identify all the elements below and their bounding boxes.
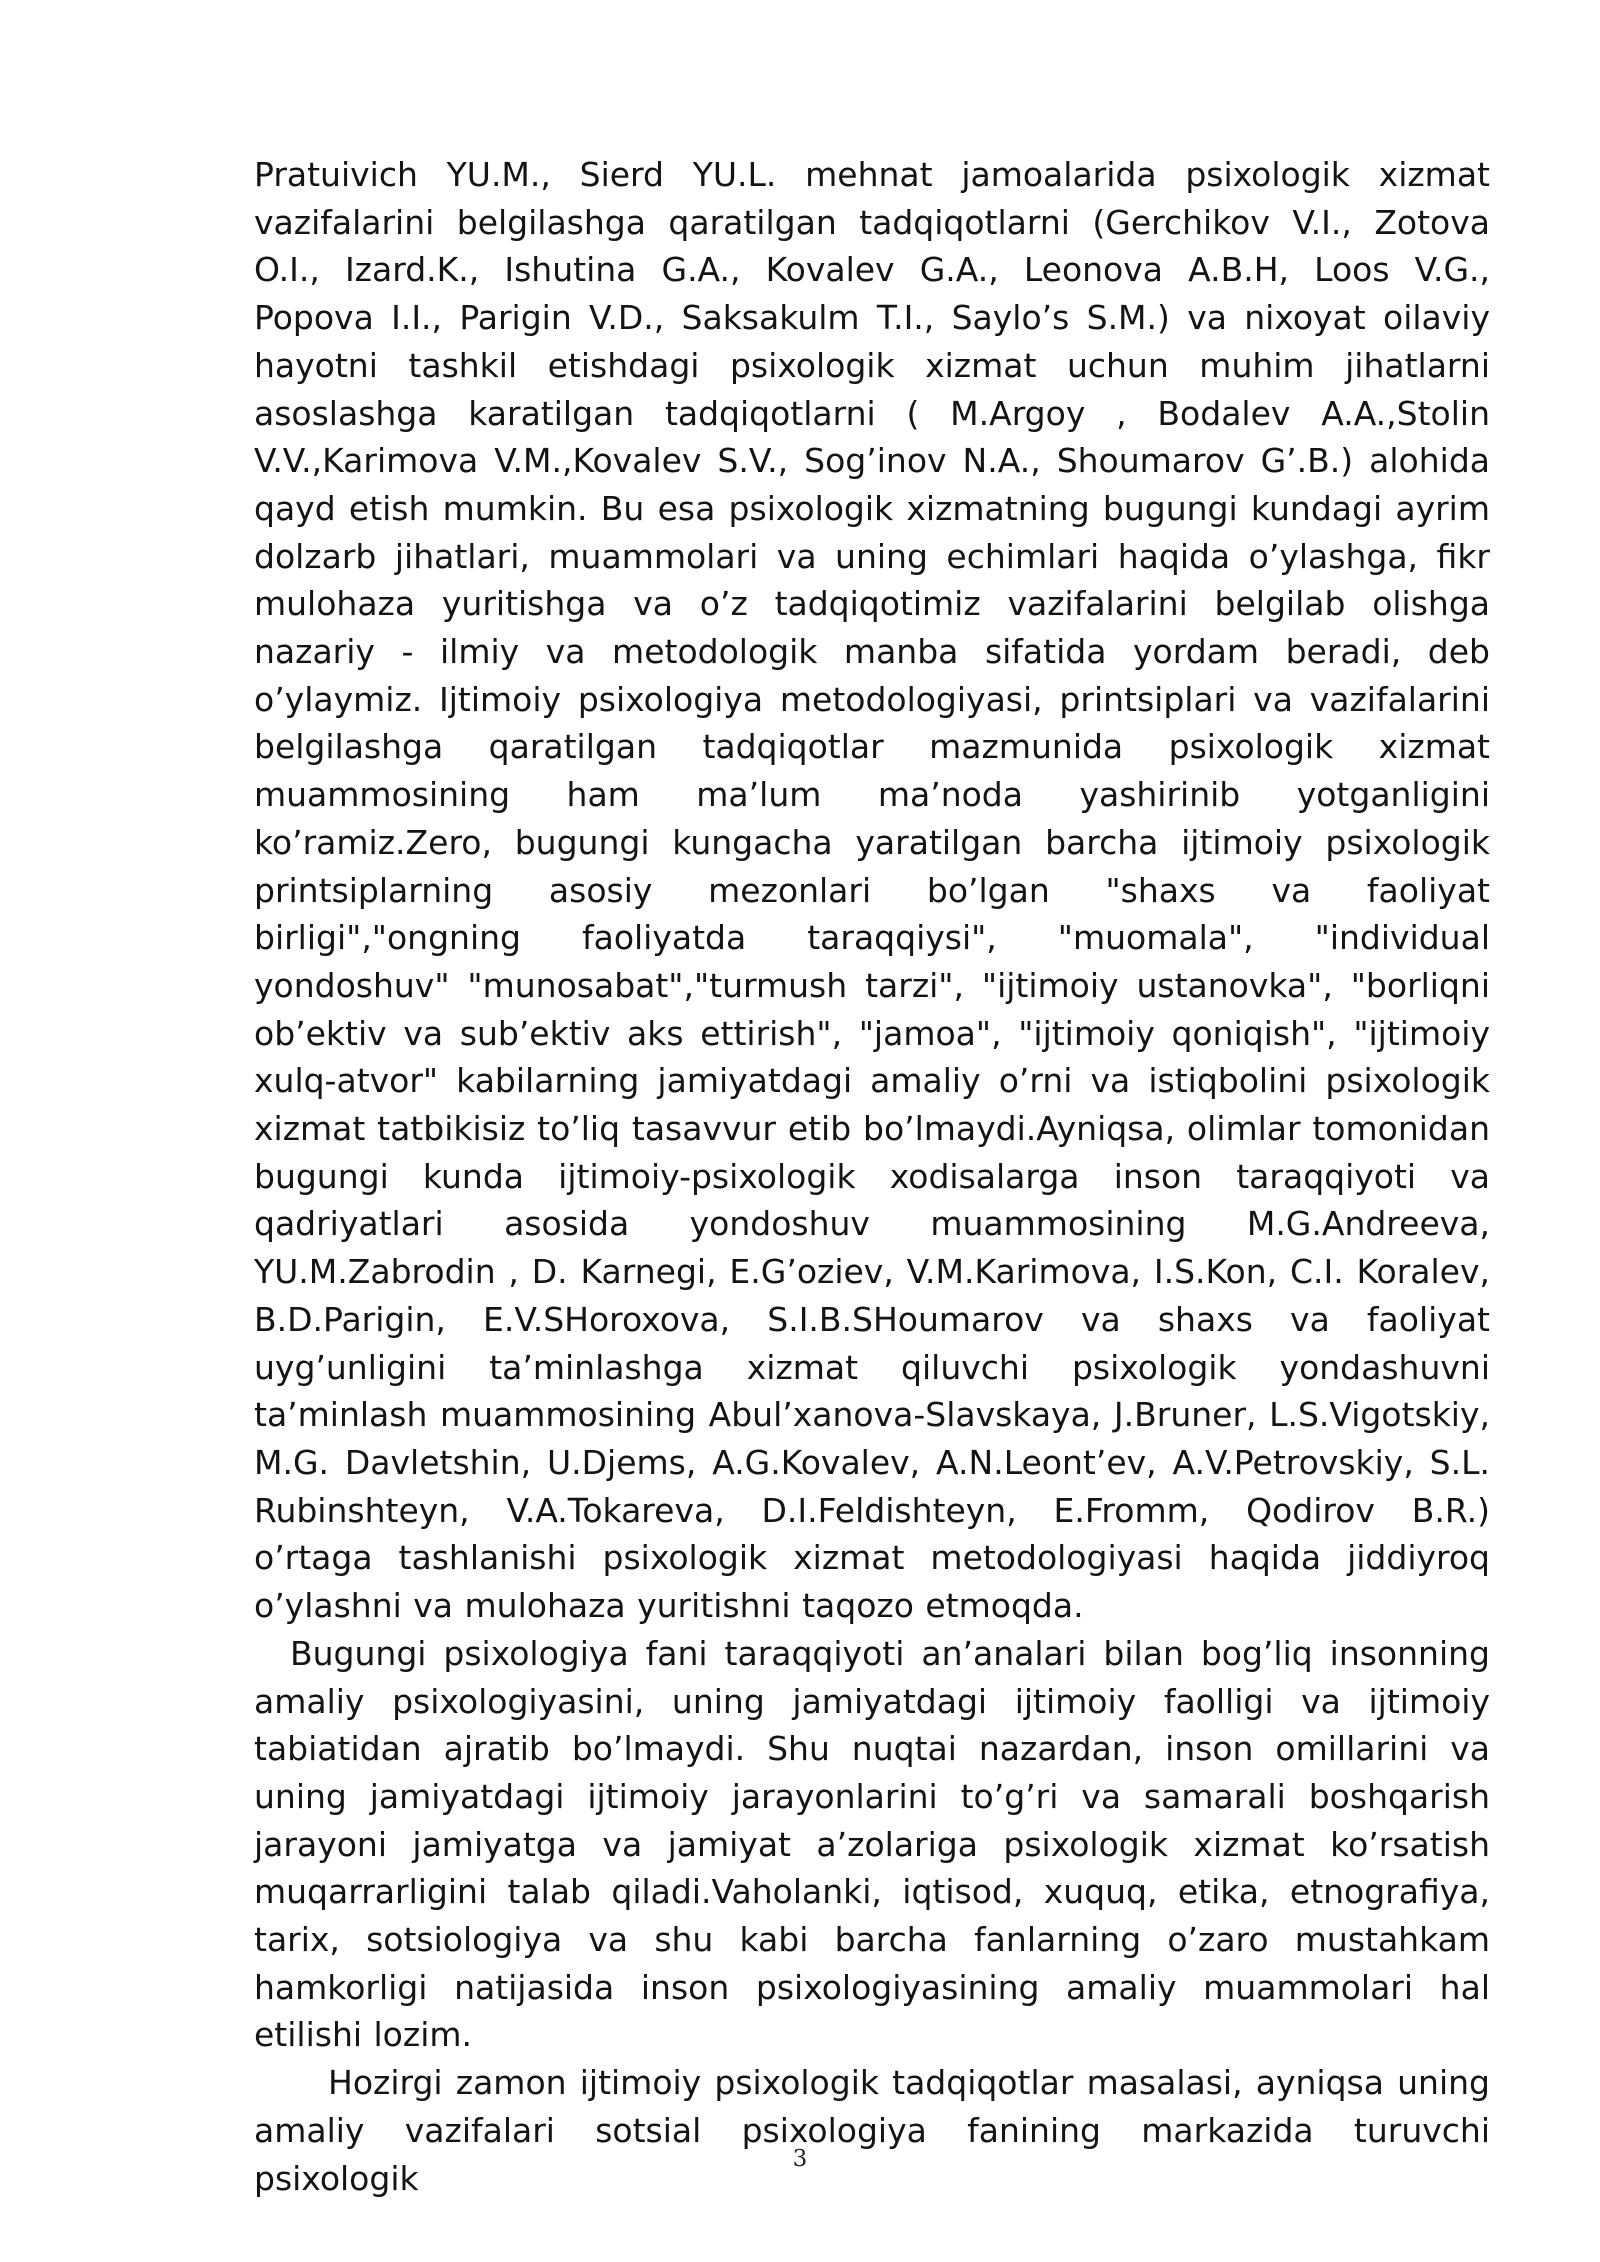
paragraph-3: Hozirgi zamon ijtimoiy psixologik tadqiqotlar masalasi, ayniqsa uning amaliy vazifalari sotsial psixologiya fanining markazida turuvchi psixologik	[254, 2063, 1490, 2198]
body-text	[254, 151, 1490, 2202]
page-number: 3	[792, 2146, 808, 2172]
paragraph-1: Pratuivich YU.M., Sierd YU.L. mehnat jamoalarida psixologik xizmat vazifalarini belgilashga qaratilgan tadqiqotlarni (Gerchikov V.I., Zotova O.I., Izard.K., Ishutina G.A., Kovalev G.A., Leonova A.B.H, Loos V.G., Popova I.I., Parigin V.D., Saksakulm T.I., Saylo’s S.M.) va nixoyat oilaviy hayotni tashkil etishdagi psixologik xizmat uchun muhim jihatlarni asoslashga karatilgan tadqiqotlarni ( M.Argoy , Bodalev A.A.,Stolin V.V.,Karimova V.M.,Kovalev S.V., Sog’inov N.A., Shoumarov G’.B.) alohida qayd etish mumkin. Bu esa psixologik xizmatning bugungi kundagi ayrim dolzarb jihatlari, muammolari va uning echimlari haqida o’ylashga, fikr mulohaza yuritishga va o’z tadqiqotimiz vazifalarini belgilab olishga nazariy - ilmiy va metodologik manba sifatida yordam beradi, deb o’ylaymiz. Ijtimoiy psixologiya metodologiyasi, printsiplari va vazifalarini belgilashga qaratilgan tadqiqotlar mazmunida psixologik xizmat muammosining ham ma’lum ma’noda yashirinib yotganligini ko’ramiz.Zero, bugungi kungacha yaratilgan barcha ijtimoiy psixologik printsiplarning asosiy mezonlari bo’lgan "shaxs va faoliyat birligi","ongning faoliyatda taraqqiysi", "muomala", "individual yondoshuv" "munosabat","turmush tarzi", "ijtimoiy ustanovka", "borliqni ob’ektiv va sub’ektiv aks ettirish", "jamoa", "ijtimoiy qoniqish", "ijtimoiy xulq-atvor" kabilarning jamiyatdagi amaliy o’rni va istiqbolini psixologik xizmat tatbikisiz to’liq tasavvur etib bo’lmaydi.Ayniqsa, olimlar tomonidan bugungi kunda ijtimoiy-psixologik xodisalarga inson taraqqiyoti va qadriyatlari asosida yondoshuv muammosining M.G.Andreeva, YU.M.Zabrodin , D. Karnegi, E.G’oziev, V.M.Karimova, I.S.Kon, C.I. Koralev, B.D.Parigin, E.V.SHoroxova, S.I.B.SHoumarov va shaxs va faoliyat uyg’unligini ta’minlashga xizmat qiluvchi psixologik yondashuvni ta’minlash muammosining Abul’xanova-Slavskaya, J.Bruner, L.S.Vigotskiy, M.G. Davletshin, U.Djems, A.G.Kovalev, A.N.Leont’ev, A.V.Petrovskiy, S.L. Rubinshteyn, V.A.Tokareva, D.I.Feldishteyn, E.Fromm, Qodirov B.R.) o’rtaga tashlanishi psixologik xizmat metodologiyasi haqida jiddiyroq o’ylashni va mulohaza yuritishni taqozo etmoqda.	[254, 155, 1490, 1626]
paragraph-2: Bugungi psixologiya fani taraqqiyoti an’analari bilan bog’liq insonning amaliy psixologiyasini, uning jamiyatdagi ijtimoiy faolligi va ijtimoiy tabiatidan ajratib bo’lmaydi. Shu nuqtai nazardan, inson omillarini va uning jamiyatdagi ijtimoiy jarayonlarini to’g’ri va samarali boshqarish jarayoni jamiyatga va jamiyat a’zolariga psixologik xizmat ko’rsatish muqarrarligini talab qiladi.Vaholanki, iqtisod, xuquq, etika, etnografiya, tarix, sotsiologiya va shu kabi barcha fanlarning o’zaro mustahkam hamkorligi natijasida inson psixologiyasining amaliy muammolari hal etilishi lozim.	[254, 1633, 1490, 2055]
